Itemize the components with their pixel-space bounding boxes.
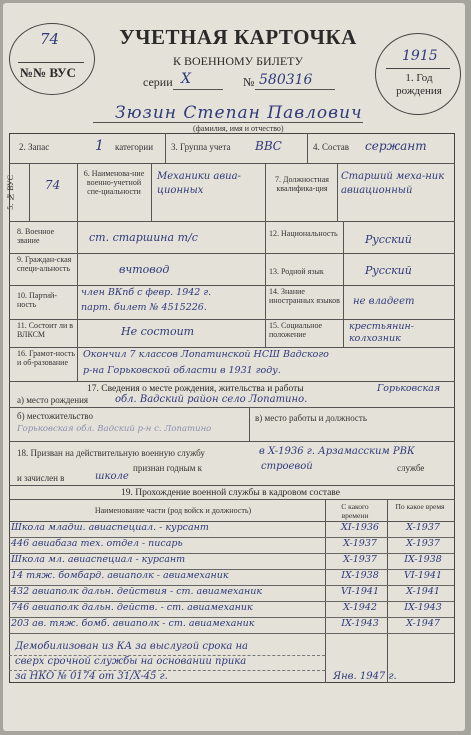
conscription-value: в X-1936 г. Арзамасским РВК bbox=[259, 446, 415, 457]
demob-line-3: за НКО № 0174 от 31/X-45 г. bbox=[15, 671, 168, 682]
section17-title: 17. Сведения о месте рождения, жительства и работы bbox=[87, 384, 304, 394]
vus-number: 74 bbox=[40, 30, 60, 48]
composition-label: 4. Состав bbox=[313, 142, 350, 152]
service-word: службе bbox=[397, 463, 425, 473]
vus-side-value: 74 bbox=[45, 178, 61, 192]
service-unit: 14 тяж. бомбард. авиаполк - авиамеханик bbox=[11, 570, 229, 581]
foreign-value: не владеет bbox=[353, 296, 415, 307]
category-label: категории bbox=[115, 142, 154, 152]
service-to: X-1937 bbox=[406, 522, 440, 533]
service-from: X-1937 bbox=[343, 554, 377, 565]
service-unit: 203 ав. тяж. бомб. авиаполк - ст. авиамеханик bbox=[11, 618, 255, 629]
table-row bbox=[9, 601, 454, 618]
number-label: № bbox=[243, 75, 255, 89]
language-label: 13. Родной язык bbox=[269, 267, 324, 276]
col-to-header: По какое время bbox=[395, 502, 445, 511]
civil-value: вчтовод bbox=[119, 263, 170, 276]
service-unit: Школа мл. авиаспециал - курсант bbox=[11, 554, 186, 565]
composition-value: сержант bbox=[365, 139, 427, 153]
service-to: X-1941 bbox=[406, 586, 440, 597]
residence-label: б) местожительство bbox=[17, 411, 93, 421]
table-row bbox=[9, 569, 454, 586]
service-unit: 446 авиабаза тех. отдел - писарь bbox=[11, 538, 183, 549]
service-from: IX-1943 bbox=[341, 618, 379, 629]
table-row bbox=[9, 537, 454, 554]
education-value-1: Окончил 7 классов Лопатинской НСШ Вадского bbox=[83, 349, 329, 360]
service-to: VI-1941 bbox=[404, 570, 442, 581]
specialty-value: Механики авиа-ционных bbox=[157, 171, 241, 196]
birth-year-value: 1915 bbox=[402, 48, 438, 64]
card-subtitle: К ВОЕННОМУ БИЛЕТУ bbox=[172, 54, 304, 68]
residence-value: Горьковская обл. Вадский р-н с. Лопатино bbox=[17, 424, 212, 434]
service-to: IX-1943 bbox=[404, 602, 442, 613]
table-row bbox=[9, 553, 454, 570]
group-label: 3. Группа учета bbox=[171, 142, 231, 152]
civil-label: 9. Граждан-ская специ-альность bbox=[17, 255, 72, 273]
party-value-2: парт. билет № 4515226. bbox=[81, 302, 207, 313]
series-value: Х bbox=[181, 71, 191, 87]
work-label: в) место работы и должность bbox=[255, 413, 367, 423]
qualification-label: 7. Должностная квалифика-ция bbox=[275, 175, 329, 193]
specialty-label: 6. Наименова-ние военно-учетной спе-циальности bbox=[83, 169, 145, 196]
nationality-label: 12. Национальность bbox=[269, 229, 338, 238]
birth-year-label: 1. Год рождения bbox=[396, 72, 442, 97]
service-from: IX-1938 bbox=[341, 570, 379, 581]
demob-date: Янв. 1947 г. bbox=[333, 671, 397, 682]
vus-label: №№ ВУС bbox=[20, 65, 76, 80]
table-row bbox=[9, 617, 454, 634]
qualification-value: Старший меха-ник авиационный bbox=[341, 171, 445, 196]
service-to: X-1947 bbox=[406, 618, 440, 629]
service-to: X-1937 bbox=[406, 538, 440, 549]
reserve-label: 2. Запас bbox=[19, 142, 50, 152]
group-value: ВВС bbox=[255, 139, 282, 153]
service-from: X-1937 bbox=[343, 538, 377, 549]
service-unit: 746 авиаполк дальн. действ. - ст. авиамеханик bbox=[11, 602, 253, 613]
service-to: IX-1938 bbox=[404, 554, 442, 565]
full-name-caption: (фамилия, имя и отчество) bbox=[193, 124, 284, 133]
foreign-label: 14. Знание иностранных языков bbox=[269, 287, 340, 305]
service-unit: Школа младш. авиаспециал. - курсант bbox=[11, 522, 209, 533]
education-value-2: р-на Горьковской области в 1931 году. bbox=[83, 365, 281, 376]
full-name: Зюзин Степан Павлович bbox=[115, 103, 363, 123]
education-label: 16. Грамот-ность и об-разование bbox=[17, 349, 75, 367]
enrolled-label: и зачислен в bbox=[17, 473, 65, 483]
komsomol-label: 11. Состоит ли в ВЛКСМ bbox=[17, 321, 74, 339]
card-title: УЧЕТНАЯ КАРТОЧКА bbox=[119, 25, 357, 49]
komsomol-value: Не состоит bbox=[121, 325, 195, 338]
birth-year-circle bbox=[375, 33, 461, 115]
table-row bbox=[9, 585, 454, 602]
demob-line-2: сверх срочной службы на основании прика bbox=[15, 656, 247, 667]
fit-value: строевой bbox=[261, 461, 313, 472]
section17-title-note: Горьковская bbox=[377, 383, 441, 394]
vus-side-label: 5. № ВУС bbox=[6, 175, 15, 210]
social-label: 15. Социальное положение bbox=[269, 321, 323, 339]
registration-card bbox=[3, 3, 465, 731]
demob-line-1: Демобилизован из КА за выслугой срока на bbox=[15, 641, 249, 652]
language-value: Русский bbox=[365, 264, 412, 277]
number-value: 580316 bbox=[259, 72, 313, 88]
rank-value: ст. старшина т/с bbox=[89, 231, 198, 244]
vus-stamp-circle bbox=[9, 23, 95, 95]
service-from: X-1942 bbox=[343, 602, 377, 613]
service-from: VI-1941 bbox=[341, 586, 379, 597]
birth-place-value: обл. Вадский район село Лопатино. bbox=[115, 394, 308, 405]
nationality-value: Русский bbox=[365, 233, 412, 246]
birth-place-label: а) место рождения bbox=[17, 395, 89, 405]
fit-label: признан годным к bbox=[133, 463, 203, 473]
series-label: серии bbox=[143, 75, 173, 89]
social-value: крестьянин-колхозник bbox=[349, 321, 415, 344]
reserve-value: 1 bbox=[95, 138, 104, 154]
col-unit-header: Наименование части (род войск и должность) bbox=[94, 506, 252, 515]
rank-label: 8. Военное звание bbox=[17, 227, 55, 245]
col-from-header: С какого времени bbox=[341, 502, 369, 520]
service-from: XI-1936 bbox=[341, 522, 379, 533]
section19-title: 19. Прохождение военной службы в кадровом составе bbox=[121, 488, 340, 498]
conscription-label: 18. Призван на действительную военную службу bbox=[17, 448, 205, 458]
table-row bbox=[9, 521, 454, 538]
service-unit: 432 авиаполк дальн. действия - ст. авиамеханик bbox=[11, 586, 263, 597]
party-label: 10. Партий-ность bbox=[17, 291, 57, 309]
party-value-1: член ВКпб с февр. 1942 г. bbox=[81, 287, 212, 298]
enrolled-value: школе bbox=[95, 471, 129, 482]
